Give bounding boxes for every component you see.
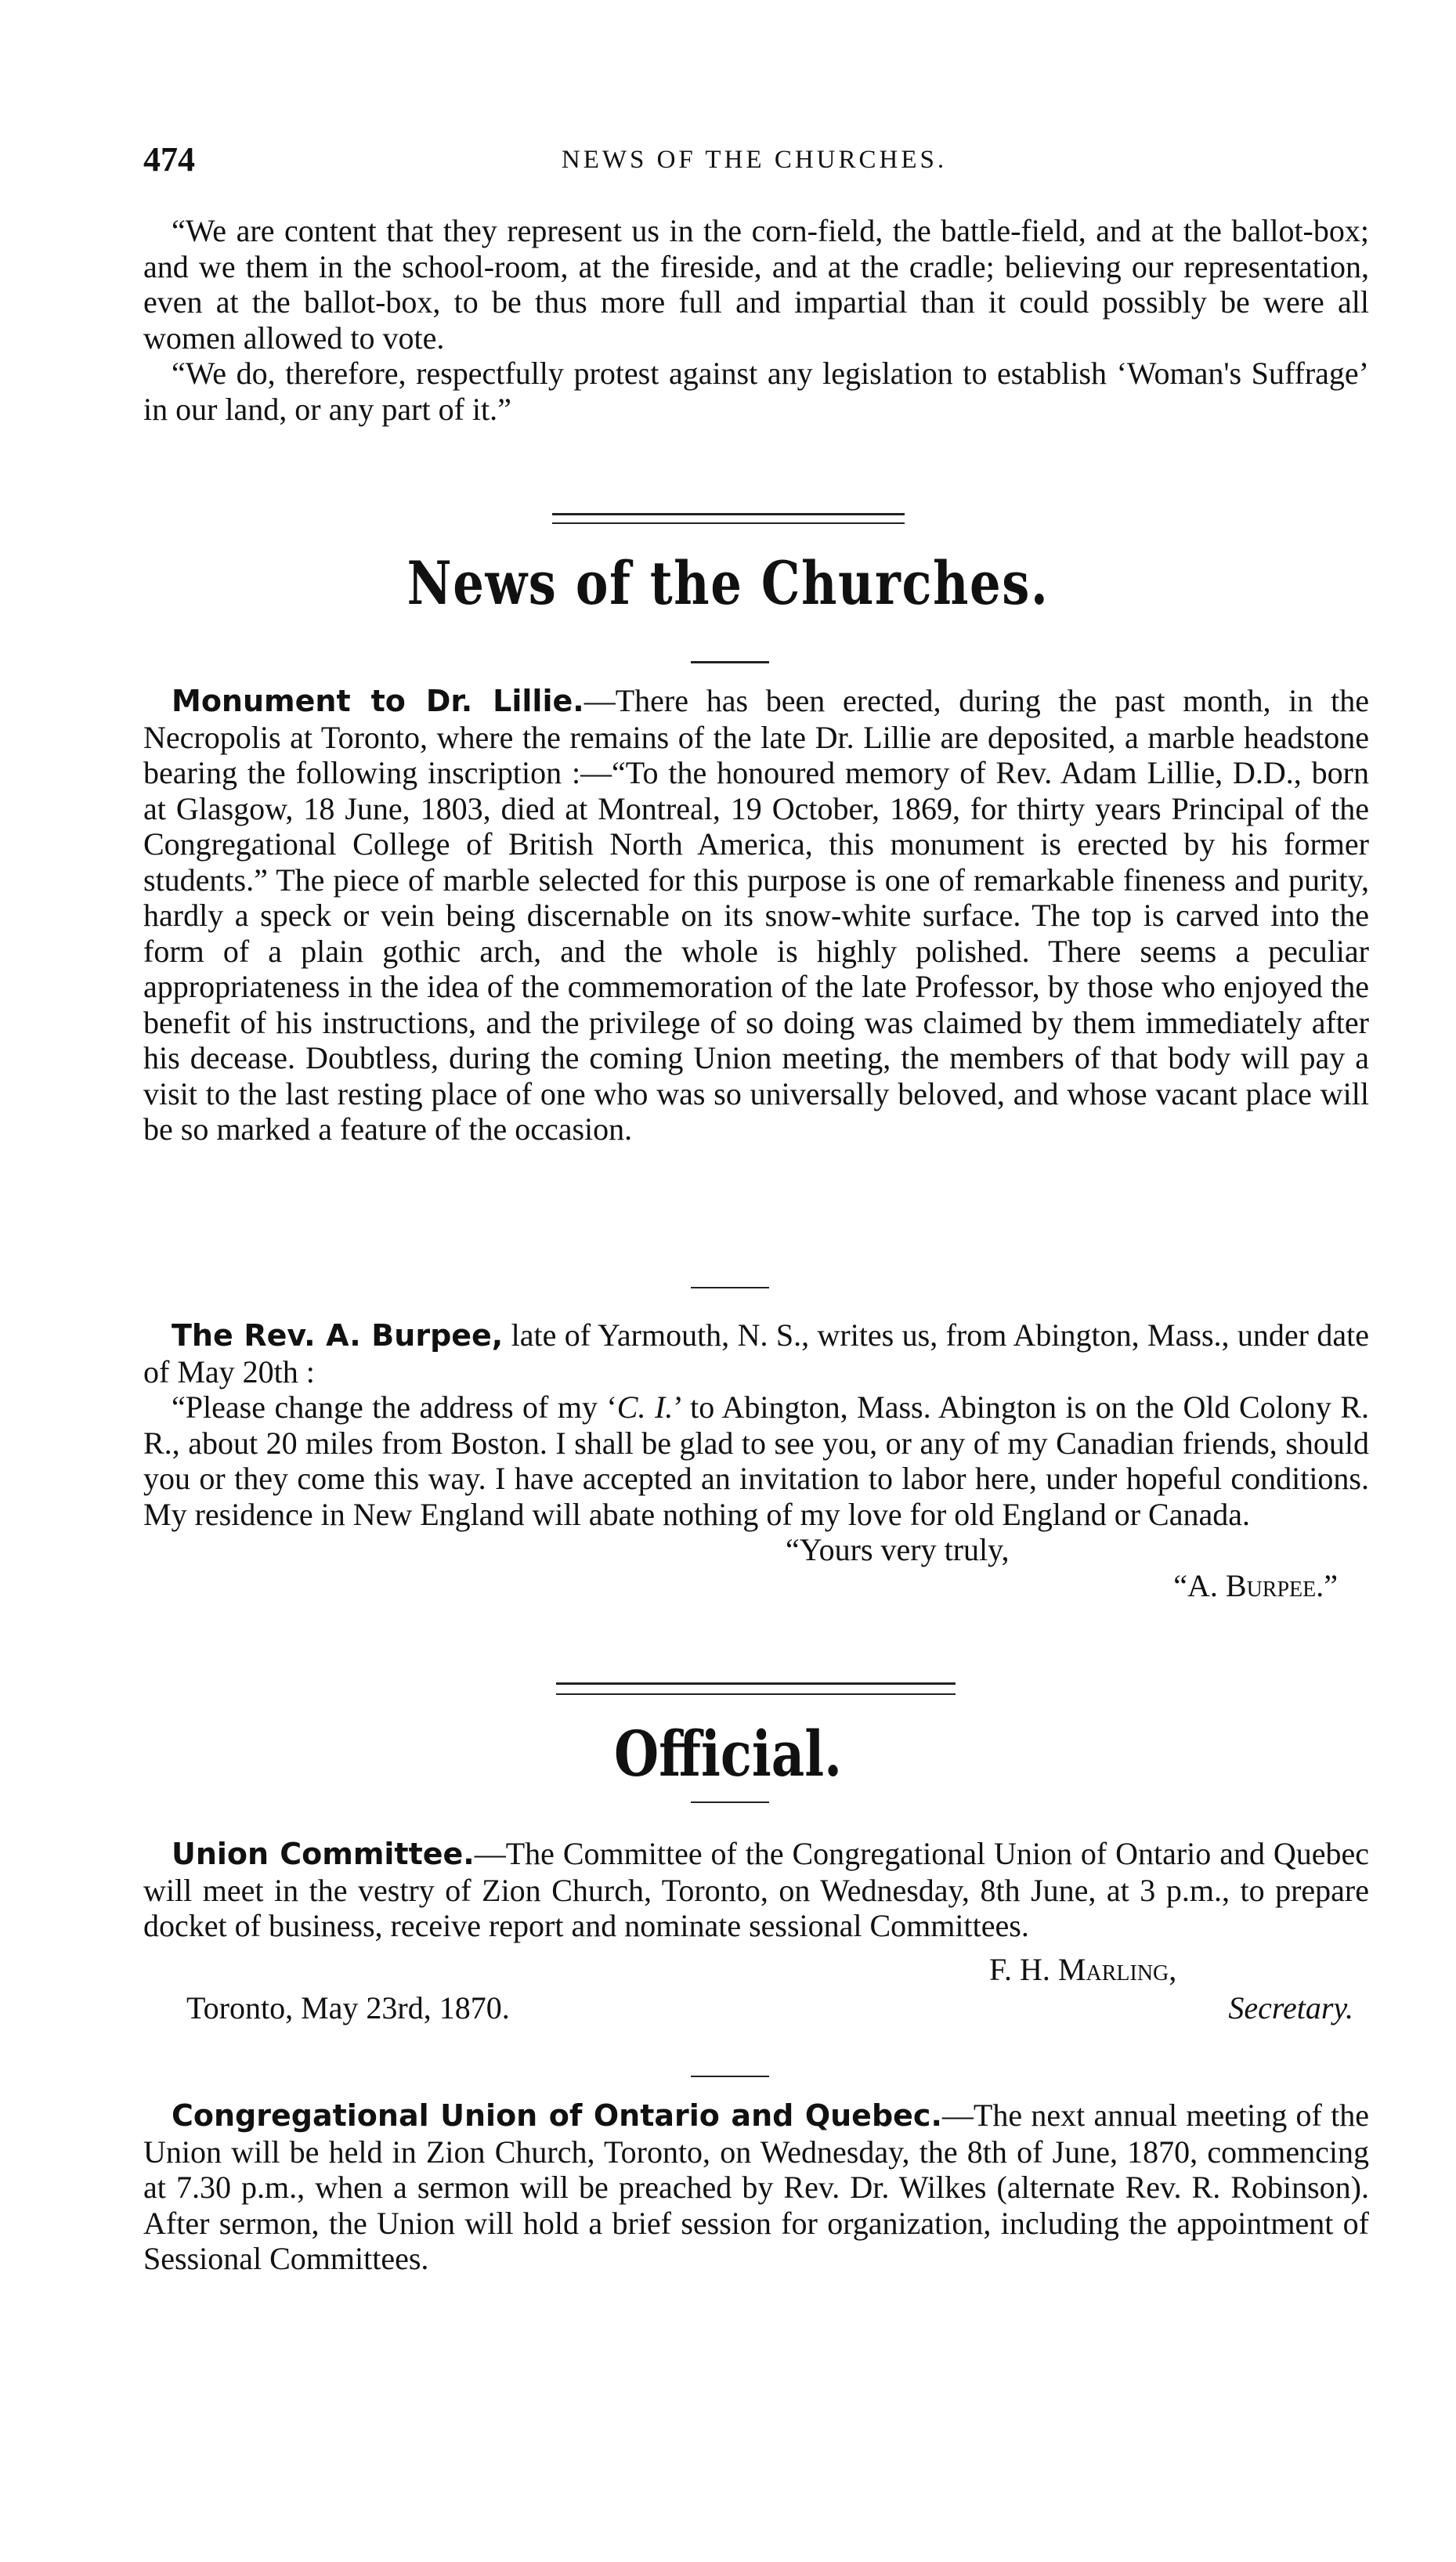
page-number: 474	[143, 140, 195, 179]
section-rule	[552, 522, 905, 524]
burpee-letter: “Please change the address of my ‘	[172, 1389, 617, 1425]
union-committee-place-date: Toronto, May 23rd, 1870.	[186, 1990, 510, 2025]
union-committee-role: Secretary.	[1228, 1990, 1353, 2025]
running-head: NEWS OF THE CHURCHES.	[561, 146, 948, 174]
section-rule	[556, 1682, 956, 1685]
page-header	[143, 139, 1365, 186]
quote-block	[143, 213, 1369, 427]
union-committee-lead: Union Committee.	[172, 1837, 475, 1871]
union-meeting-lead: Congregational Union of Ontario and Quebec.	[172, 2098, 942, 2133]
section-rule	[552, 513, 905, 515]
title-rule	[691, 661, 769, 663]
burpee-letter-cont: ’ to Abington, Mass. Abington is on the Old Colony R. R., about 20 miles from Boston. I shall be glad to see you, or any of my Canadian friends, should you or they come this way. I have accepted an invitation to labor here, under hopeful conditions. My residence in New England will abate nothing of my love for old England or Canada.	[143, 1389, 1370, 1532]
union-committee-dateline	[143, 1990, 1369, 2026]
lillie-body: —There has been erected, during the past month, in the Necropolis at Toronto, where the remains of the late Dr. Lillie are deposited, a marble headstone bearing the following inscription :—“To the honoured memory of Rev. Adam Lillie, D.D., born at Glasgow, 18 June, 1803, died at Montreal, 19 October, 1869, for thirty years Principal of the Congregational College of British North America, this monument is erected by his former students.” The piece of marble selected for this purpose is one of remarkable fineness and purity, hardly a speck or vein being discernable on its snow-white surface. The top is carved into the form of a plain gothic arch, and the whole is highly polished. There seems a peculiar appropriateness in the idea of the commemoration of the late Professor, by those who enjoyed the benefit of his instructions, and the privilege of so doing was claimed by them immediately after his decease. Doubtless, during the coming Union meeting, the members of that body will pay a visit to the last resting place of one who was so universally beloved, and whose vacant place will be so marked a feature of the occasion.	[143, 683, 1369, 1147]
title-rule	[691, 1801, 769, 1803]
burpee-letter-ci: C. I.	[616, 1389, 674, 1425]
news-section-title: News of the Churches.	[406, 548, 1050, 618]
lillie-article	[143, 683, 1369, 1147]
section-rule	[556, 1693, 956, 1695]
official-section-title: Official.	[613, 1717, 843, 1791]
union-meeting-body: —The next annual meeting of the Union will be held in Zion Church, Toronto, on Wednesday, the 8th of June, 1870, commencing at 7.30 p.m., when a sermon will be preached by Rev. Dr. Wilkes (alternate Rev. R. Robinson). After sermon, the Union will hold a brief session for organization, including the appointment of Sessional Committees.	[143, 2098, 1369, 2276]
burpee-signature: “A. Burpee.”	[1173, 1567, 1338, 1603]
burpee-article	[143, 1317, 1369, 1603]
quote-paragraph-2: “We do, therefore, respectfully protest against any legislation to establish ‘Woman's Suffrage’ in our land, or any part of it.”	[143, 356, 1369, 427]
quote-paragraph-1: “We are content that they represent us in the corn-field, the battle-field, and at the ballot-box; and we them in the school-room, at the fireside, and at the cradle; believing our representation, even at the ballot-box, to be thus more full and impartial than it could possibly be were all women allowed to vote.	[143, 213, 1369, 356]
burpee-intro: late of Yarmouth, N. S., writes us, from Abington, Mass., under date of May 20th :	[143, 1317, 1369, 1389]
union-committee-signer: F. H. Marling,	[989, 1951, 1177, 1987]
article-rule	[691, 1287, 769, 1288]
union-committee-article	[143, 1836, 1369, 2026]
union-meeting-article	[143, 2098, 1369, 2277]
lillie-lead: Monument to Dr. Lillie.	[172, 684, 584, 718]
burpee-lead: The Rev. A. Burpee,	[172, 1318, 504, 1353]
article-rule	[691, 2076, 769, 2077]
union-committee-body: —The Committee of the Congregational Union of Ontario and Quebec will meet in the vestry of Zion Church, Toronto, on Wednesday, 8th June, at 3 p.m., to prepare docket of business, receive report and nominate sessional Committees.	[143, 1836, 1369, 1943]
burpee-closing: “Yours very truly,	[786, 1532, 1010, 1567]
